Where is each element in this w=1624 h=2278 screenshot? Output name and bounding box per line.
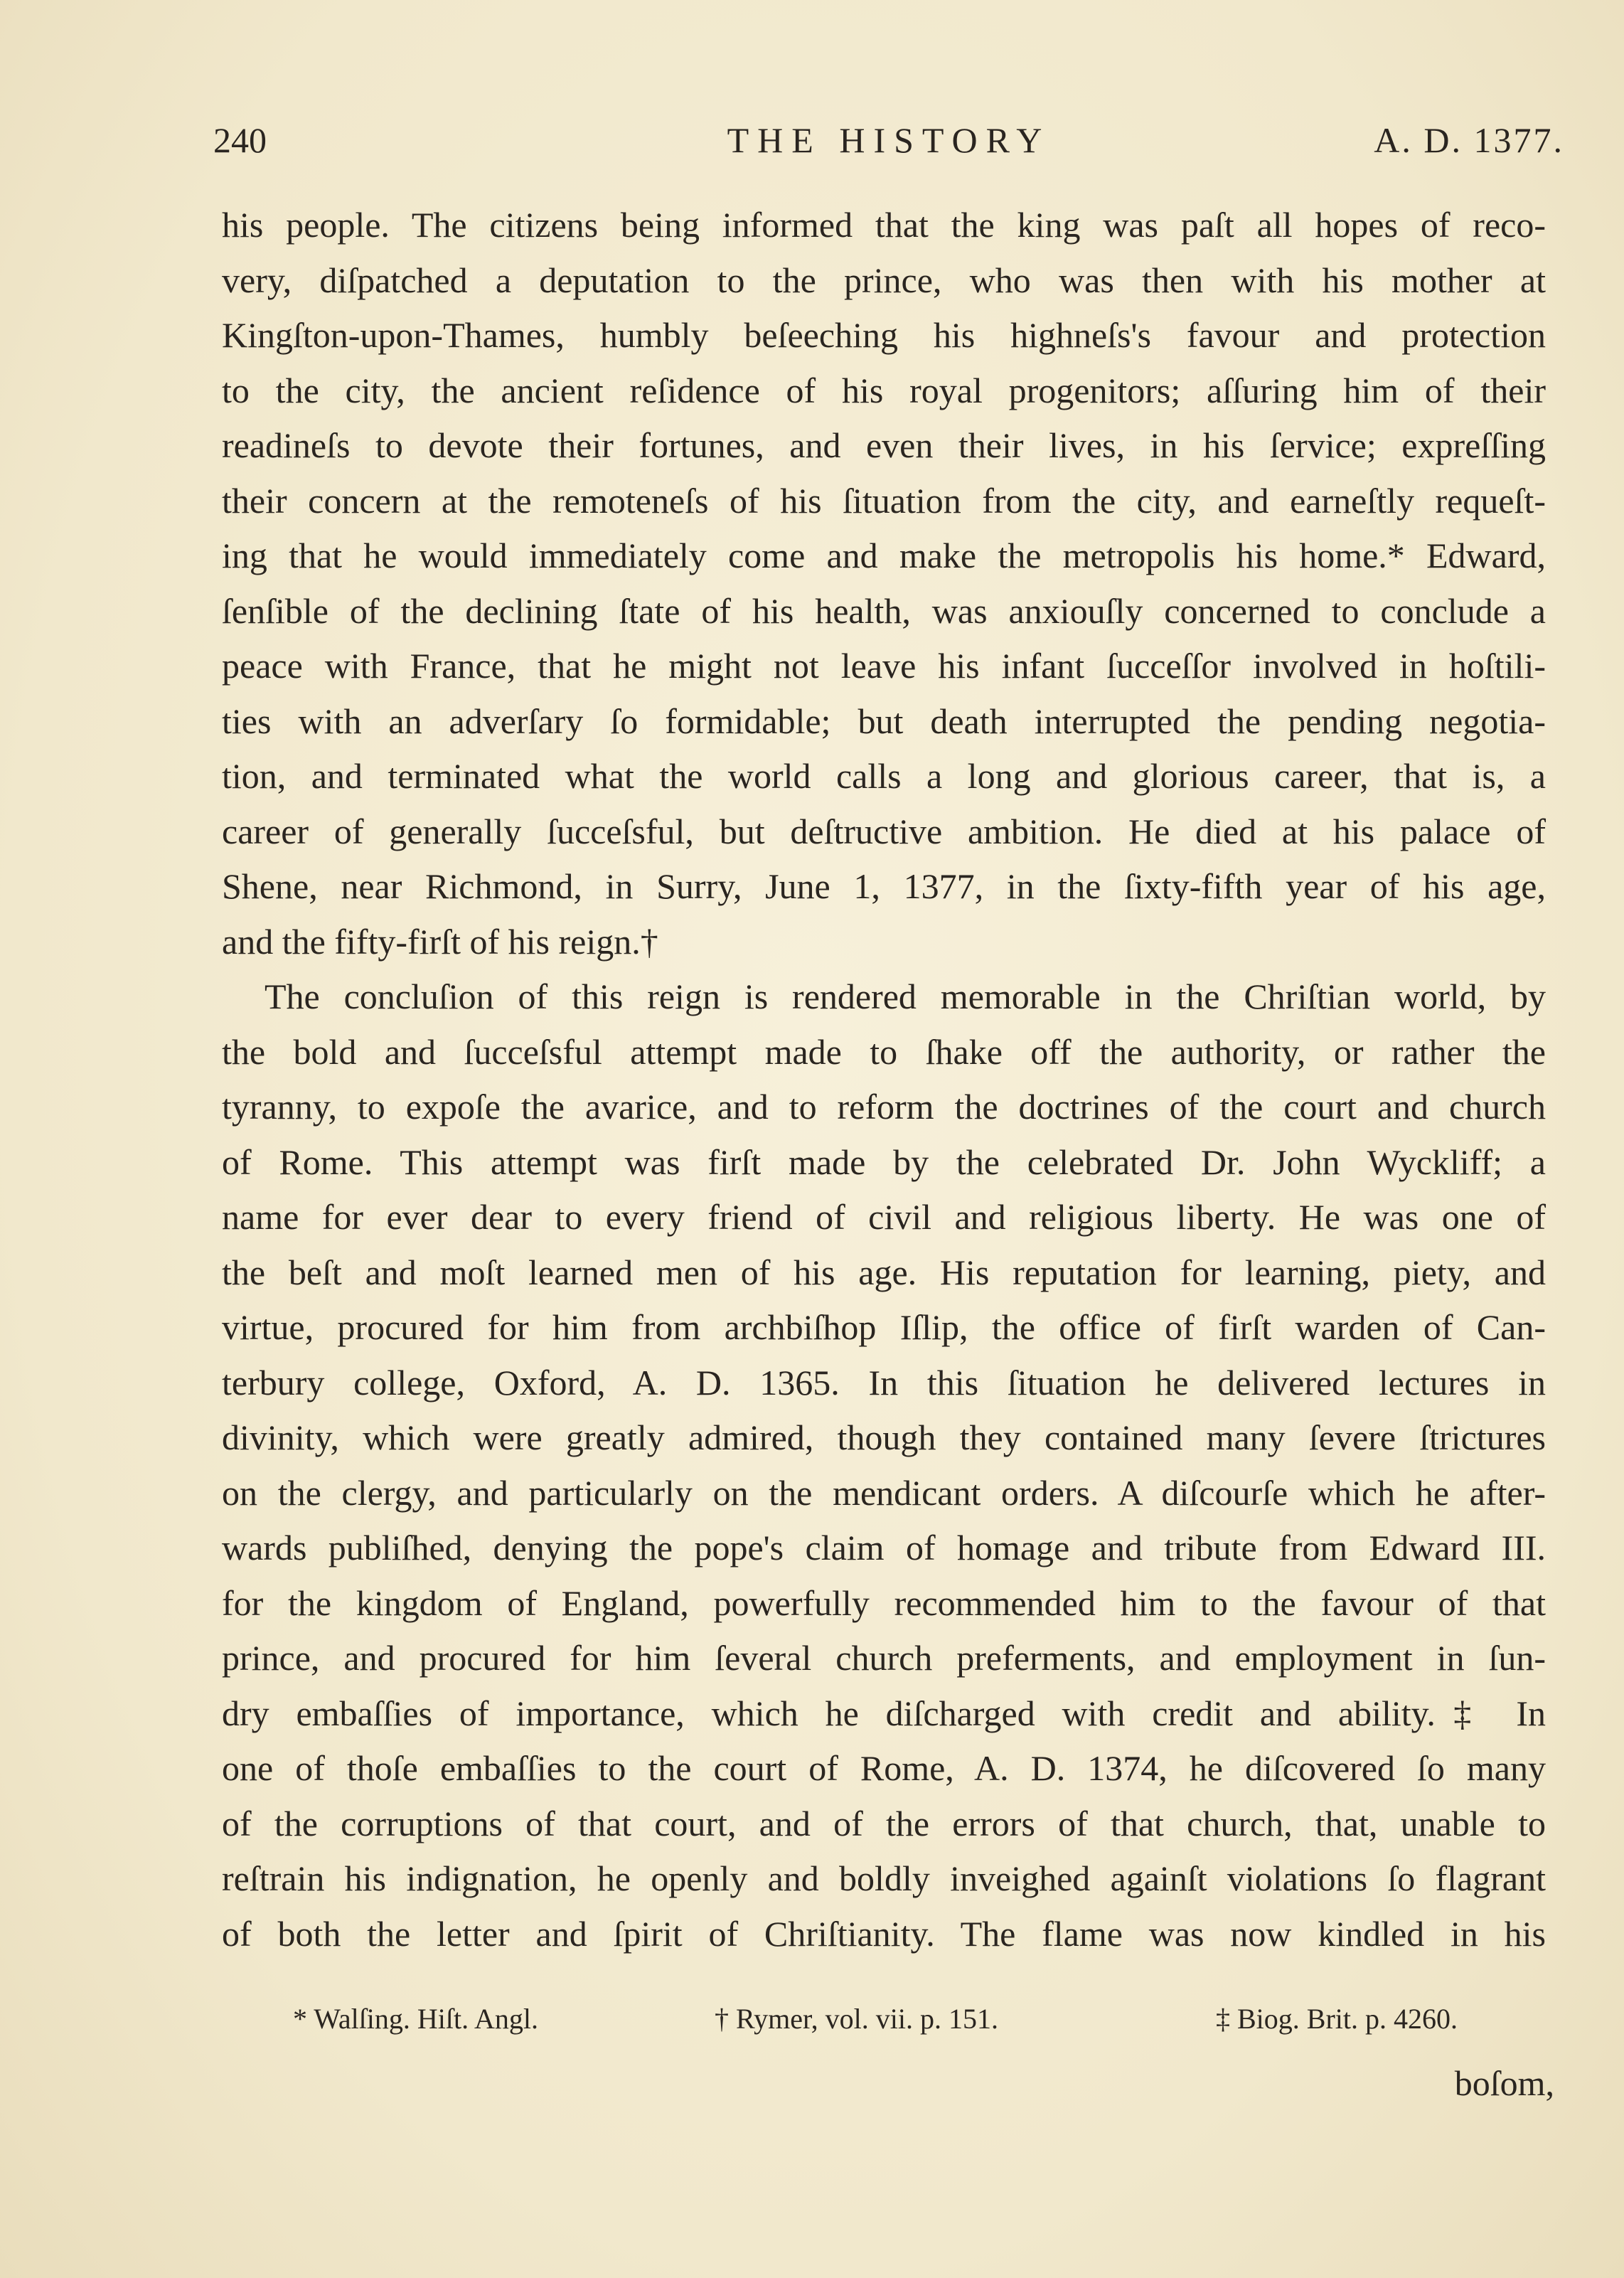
text-line: dry embaſſies of importance, which he diſcharged with credit and ability.‡ In <box>222 1693 1546 1733</box>
page-header <box>213 119 1564 169</box>
text-line: divinity, which were greatly admired, though they contained many ſevere ſtrictures <box>222 1417 1546 1457</box>
text-line: Kingſton-upon-Thames, humbly beſeeching his highneſs's favour and protection <box>222 315 1546 355</box>
header-year: A. D. 1377. <box>1374 120 1564 160</box>
footnote: ‡ Biog. Brit. p. 4260. <box>1216 2003 1458 2035</box>
text-line: ties with an adverſary ſo formidable; but death interrupted the pending negotia- <box>222 701 1546 741</box>
paragraph-start-line: The concluſion of this reign is rendered memorable in the Chriſtian world, by <box>265 976 1546 1016</box>
footnotes <box>213 2002 1564 2045</box>
running-title: THE HISTORY <box>727 120 1051 160</box>
text-line: on the clergy, and particularly on the mendicant orders. A diſcourſe which he after- <box>222 1472 1546 1513</box>
text-line: tyranny, to expoſe the avarice, and to reform the doctrines of the court and church <box>222 1087 1546 1127</box>
text-line: for the kingdom of England, powerfully recommended him to the favour of that <box>222 1582 1546 1623</box>
text-line: one of thoſe embaſſies to the court of Rome, A. D. 1374, he diſcovered ſo many <box>222 1748 1546 1788</box>
text-line: tion, and terminated what the world calls a long and glorious career, that is, a <box>222 756 1546 796</box>
text-line: the bold and ſucceſsful attempt made to ſhake off the authority, or rather the <box>222 1031 1546 1072</box>
text-line: reſtrain his indignation, he openly and boldly inveighed againſt violations ſo flagrant <box>222 1858 1546 1898</box>
text-line: peace with France, that he might not leave his infant ſucceſſor involved in hoſtili- <box>222 646 1546 686</box>
text-line: his people. The citizens being informed that the king was paſt all hopes of reco- <box>222 205 1546 245</box>
text-line: of the corruptions of that court, and of the errors of that church, that, unable to <box>222 1803 1546 1843</box>
text-line: of both the letter and ſpirit of Chriſtianity. The flame was now kindled in his <box>222 1913 1546 1954</box>
catchword: boſom, <box>1454 2063 1554 2103</box>
text-line: and the fifty-firſt of his reign.† <box>222 921 658 962</box>
text-line: very, diſpatched a deputation to the prince, who was then with his mother at <box>222 260 1546 300</box>
text-line: career of generally ſucceſsful, but deſtructive ambition. He died at his palace of <box>222 811 1546 851</box>
text-line: Shene, near Richmond, in Surry, June 1, 1377, in the ſixty-fifth year of his age, <box>222 866 1546 906</box>
text-line: ſenſible of the declining ſtate of his health, was anxiouſly concerned to conclude a <box>222 590 1546 631</box>
footnote: * Walſing. Hiſt. Angl. <box>293 2003 538 2035</box>
text-line: the beſt and moſt learned men of his age. His reputation for learning, piety, and <box>222 1252 1546 1292</box>
text-line: name for ever dear to every friend of civil and religious liberty. He was one of <box>222 1197 1546 1237</box>
text-line: readineſs to devote their fortunes, and even their lives, in his ſervice; expreſſing <box>222 425 1546 465</box>
text-line: ing that he would immediately come and make the metropolis his home.* Edward, <box>222 536 1546 575</box>
text-line: to the city, the ancient reſidence of his royal progenitors; aſſuring him of their <box>222 370 1546 410</box>
text-line: of Rome. This attempt was firſt made by the celebrated Dr. John Wyckliff; a <box>222 1141 1546 1182</box>
text-line: wards publiſhed, denying the pope's claim of homage and tribute from Edward III. <box>222 1528 1546 1568</box>
body-text <box>222 198 1546 1962</box>
text-line: virtue, procured for him from archbiſhop Iſlip, the office of firſt warden of Can- <box>222 1307 1546 1347</box>
text-line: terbury college, Oxford, A. D. 1365. In this ſituation he delivered lectures in <box>222 1362 1546 1403</box>
page-number: 240 <box>213 120 267 160</box>
text-line: prince, and procured for him ſeveral church preferments, and employment in ſun- <box>222 1638 1546 1678</box>
text-line: their concern at the remoteneſs of his ſituation from the city, and earneſtly requeſt- <box>222 480 1546 521</box>
footnote: † Rymer, vol. vii. p. 151. <box>715 2003 999 2035</box>
